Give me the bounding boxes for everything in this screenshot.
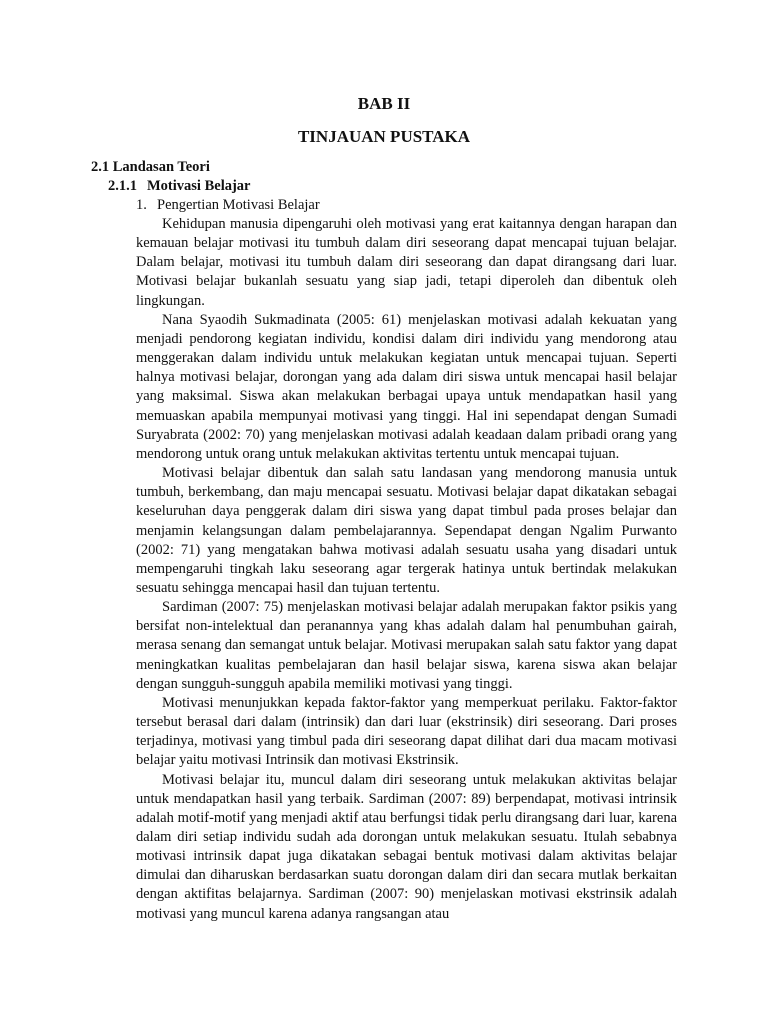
subsection-title: Motivasi Belajar xyxy=(147,178,251,194)
section-heading: 2.1 Landasan Teori xyxy=(91,159,210,175)
chapter-title: TINJAUAN PUSTAKA xyxy=(297,127,471,146)
item-number: 1. xyxy=(136,197,147,213)
subsection-number: 2.1.1 xyxy=(108,178,137,194)
paragraph: Nana Syaodih Sukmadinata (2005: 61) menjelaskan motivasi adalah kekuatan yang menjadi pendorong kegiatan individu, kondisi dalam diri individu yang mendorong atau menggerakan dalam individu untuk melakukan kegiatan untuk mencapai tujuan. Seperti halnya motivasi belajar, dorongan yang ada dalam diri siswa untuk mencapai hasil belajar yang maksimal. Siswa akan melakukan berbagai upaya untuk mendapatkan hasil yang memuaskan apabila mempunyai motivasi yang tinggi. Hal ini sependapat dengan Sumadi Suryabrata (2002: 70) yang menjelaskan motivasi adalah keadaan dalam pribadi orang yang mendorong untuk orang untuk melakukan aktivitas tertentu untuk mencapai tujuan. xyxy=(136,311,677,462)
paragraph: Kehidupan manusia dipengaruhi oleh motivasi yang erat kaitannya dengan harapan dan kemauan belajar motivasi itu tumbuh dalam diri seseorang dapat mencapai tujuan belajar. Dalam belajar, motivasi itu tumbuh dalam diri seseorang dan dapat dirangsang dari luar. Motivasi belajar bukanlah sesuatu yang siap jadi, tetapi diperoleh dan dibentuk oleh lingkungan. xyxy=(136,216,677,309)
item-title: Pengertian Motivasi Belajar xyxy=(157,197,320,213)
item-heading xyxy=(136,197,320,214)
paragraph: Motivasi belajar itu, muncul dalam diri seseorang untuk melakukan aktivitas belajar untuk mendapatkan hasil yang terbaik. Sardiman (2007: 89) berpendapat, motivasi intrinsik adalah motif-motif yang menjadi aktif atau berfungsi tidak perlu dirangsang dari luar, karena dalam diri setiap individu sudah ada dorongan untuk melakukan sesuatu. Itulah sebabnya motivasi intrinsik dapat juga dikatakan sebagai bentuk motivasi dalam aktivitas belajar dimulai dan diharuskan berdasarkan suatu dorongan dalam diri dan secara mutlak berkaitan dengan aktifitas belajarnya. Sardiman (2007: 90) menjelaskan motivasi ekstrinsik adalah motivasi yang muncul karena adanya rangsangan atau xyxy=(136,771,677,922)
body-text xyxy=(136,215,677,924)
paragraph: Sardiman (2007: 75) menjelaskan motivasi belajar adalah merupakan faktor psikis yang bersifat non-intelektual dan peranannya yang khas adalah dalam hal penumbuhan gairah, merasa senang dan semangat untuk belajar. Motivasi merupakan salah satu faktor yang dapat meningkatkan kualitas pembelajaran dan hasil belajar siswa, karena siswa akan belajar dengan sungguh-sungguh apabila memiliki motivasi yang tinggi. xyxy=(136,599,677,692)
subsection-heading xyxy=(108,178,251,195)
paragraph: Motivasi menunjukkan kepada faktor-faktor yang memperkuat perilaku. Faktor-faktor tersebut berasal dari dalam (intrinsik) dan dari luar (ekstrinsik) diri seseorang. Dari proses terjadinya, motivasi yang timbul pada diri seseorang dapat dilihat dari dua macam motivasi belajar yaitu motivasi Intrinsik dan motivasi Ekstrinsik. xyxy=(136,694,677,769)
chapter-number: BAB II xyxy=(357,94,411,113)
paragraph: Motivasi belajar dibentuk dan salah satu landasan yang mendorong manusia untuk tumbuh, berkembang, dan maju mencapai sesuatu. Motivasi belajar dapat dikatakan sebagai keseluruhan daya penggerak dalam diri siswa yang dapat timbul pada proses belajar dan menjamin kelangsungan dalam pembelajarannya. Sependapat dengan Ngalim Purwanto (2002: 71) yang mengatakan bahwa motivasi adalah sesuatu usaha yang disadari untuk mempengaruhi tingkah laku seseorang agar tergerak hatinya untuk bertindak melakukan sesuatu sehingga mencapai hasil dan tujuan tertentu. xyxy=(136,465,677,596)
